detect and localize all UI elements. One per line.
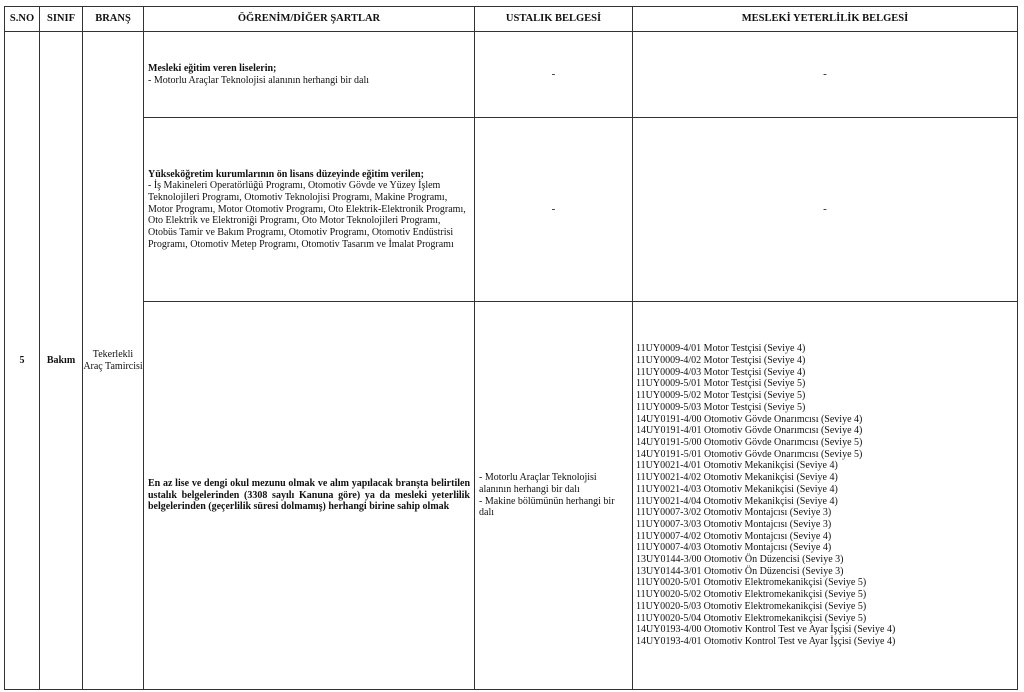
list-item: 13UY0144-3/01 Otomotiv Ön Düzencisi (Seviye 3) [636, 565, 844, 577]
list-item: 14UY0191-5/01 Otomotiv Gövde Onarımcısı (Seviye 5) [636, 448, 863, 460]
list-item: 14UY0193-4/01 Otomotiv Kontrol Test ve Ayar İşçisi (Seviye 4) [636, 635, 896, 647]
ustalik-cell: - [475, 118, 633, 302]
list-item: 11UY0007-4/03 Otomotiv Montajcısı (Seviye 4) [636, 542, 832, 554]
condition-heading: Mesleki eğitim veren liselerin; [148, 62, 277, 74]
list-item: 11UY0020-5/02 Otomotiv Elektromekanikçisi (Seviye 5) [636, 589, 867, 601]
list-item: 11UY0020-5/03 Otomotiv Elektromekanikçisi (Seviye 5) [636, 600, 867, 612]
list-item: 11UY0009-5/02 Motor Testçisi (Seviye 5) [636, 390, 806, 402]
ustalik-line: - Motorlu Araçlar Teknolojisi alanının herhangi bir dalı [479, 472, 597, 495]
list-item: 11UY0007-4/02 Otomotiv Montajcısı (Seviye 4) [636, 530, 832, 542]
list-item: 11UY0020-5/04 Otomotiv Elektromekanikçisi (Seviye 5) [636, 612, 867, 624]
brans-cell: Tekerlekli Araç Tamircisi [83, 32, 144, 690]
table-row [5, 118, 1018, 302]
list-item: 11UY0021-4/04 Otomotiv Mekanikçisi (Seviye 4) [636, 495, 838, 507]
list-item: 11UY0021-4/01 Otomotiv Mekanikçisi (Seviye 4) [636, 460, 838, 472]
condition-text: - Motorlu Araçlar Teknolojisi alanının herhangi bir dalı [148, 74, 370, 86]
list-item: 11UY0021-4/02 Otomotiv Mekanikçisi (Seviye 4) [636, 472, 838, 484]
list-item: 11UY0009-5/03 Motor Testçisi (Seviye 5) [636, 401, 806, 413]
list-item: 14UY0193-4/00 Otomotiv Kontrol Test ve Ayar İşçisi (Seviye 4) [636, 624, 896, 636]
ustalik-cell: - [475, 32, 633, 118]
condition-cell [144, 118, 475, 302]
header-ogrenim: ÖĞRENİM/DİĞER ŞARTLAR [144, 7, 475, 32]
list-item: 14UY0191-4/01 Otomotiv Gövde Onarımcısı (Seviye 4) [636, 425, 863, 437]
list-item: 14UY0191-5/00 Otomotiv Gövde Onarımcısı (Seviye 5) [636, 436, 863, 448]
sinif-cell: Bakım [40, 32, 83, 690]
condition-heading: Yükseköğretim kurumlarının ön lisans düzeyinde eğitim verilen; [148, 168, 424, 180]
list-item: 11UY0009-4/01 Motor Testçisi (Seviye 4) [636, 343, 806, 355]
list-item: 11UY0009-5/01 Motor Testçisi (Seviye 5) [636, 378, 806, 390]
list-item: 11UY0009-4/02 Motor Testçisi (Seviye 4) [636, 355, 806, 367]
requirements-table [4, 6, 1018, 690]
header-brans: BRANŞ [83, 7, 144, 32]
list-item: 11UY0021-4/03 Otomotiv Mekanikçisi (Seviye 4) [636, 483, 838, 495]
condition-cell [144, 302, 475, 690]
table-row [5, 302, 1018, 690]
condition-heading: En az lise ve dengi okul mezunu olmak ve alım yapılacak branşta belirtilen ustalık belgelerinden (3308 sayılı Kanuna göre) ya da mesleki yeterlilik belgelerinden (geçerlilik süresi dolmamış) herhangi birine sahip olmak [148, 477, 470, 513]
ustalik-cell [475, 302, 633, 690]
ustalik-line: - Makine bölümünün herhangi bir dalı [479, 495, 615, 519]
sno-cell: 5 [5, 32, 40, 690]
list-item: 13UY0144-3/00 Otomotiv Ön Düzencisi (Seviye 3) [636, 554, 844, 566]
table-row [5, 32, 1018, 118]
condition-text: - İş Makineleri Operatörlüğü Programı, Otomotiv Gövde ve Yüzey İşlem Teknolojileri Programı, Otomotiv Teknolojisi Programı, Makine Programı, Motor Programı, Motor Otomotiv Programı, Oto Elektrik-Elektronik Programı, Oto Elektrik ve Elektroniği Programı, Oto Motor Teknolojileri Programı, Otobüs Tamir ve Bakım Programı, Otomotiv Programı, Otomotiv Endüstrisi Programı, Otomotiv Metep Programı, Otomotiv Tasarım ve İmalat Programı [148, 180, 466, 250]
mesleki-list [633, 302, 1018, 690]
condition-cell [144, 32, 475, 118]
header-sno: S.NO [5, 7, 40, 32]
header-mesleki: MESLEKİ YETERLİLİK BELGESİ [633, 7, 1018, 32]
list-item: 11UY0007-3/03 Otomotiv Montajcısı (Seviye 3) [636, 518, 832, 530]
mesleki-cell: - [633, 32, 1018, 118]
header-ustalik: USTALIK BELGESİ [475, 7, 633, 32]
list-item: 11UY0020-5/01 Otomotiv Elektromekanikçisi (Seviye 5) [636, 577, 867, 589]
list-item: 14UY0191-4/00 Otomotiv Gövde Onarımcısı (Seviye 4) [636, 413, 863, 425]
list-item: 11UY0007-3/02 Otomotiv Montajcısı (Seviye 3) [636, 507, 832, 519]
header-sinif: SINIF [40, 7, 83, 32]
header-row [5, 7, 1018, 32]
mesleki-cell: - [633, 118, 1018, 302]
list-item: 11UY0009-4/03 Motor Testçisi (Seviye 4) [636, 366, 806, 378]
